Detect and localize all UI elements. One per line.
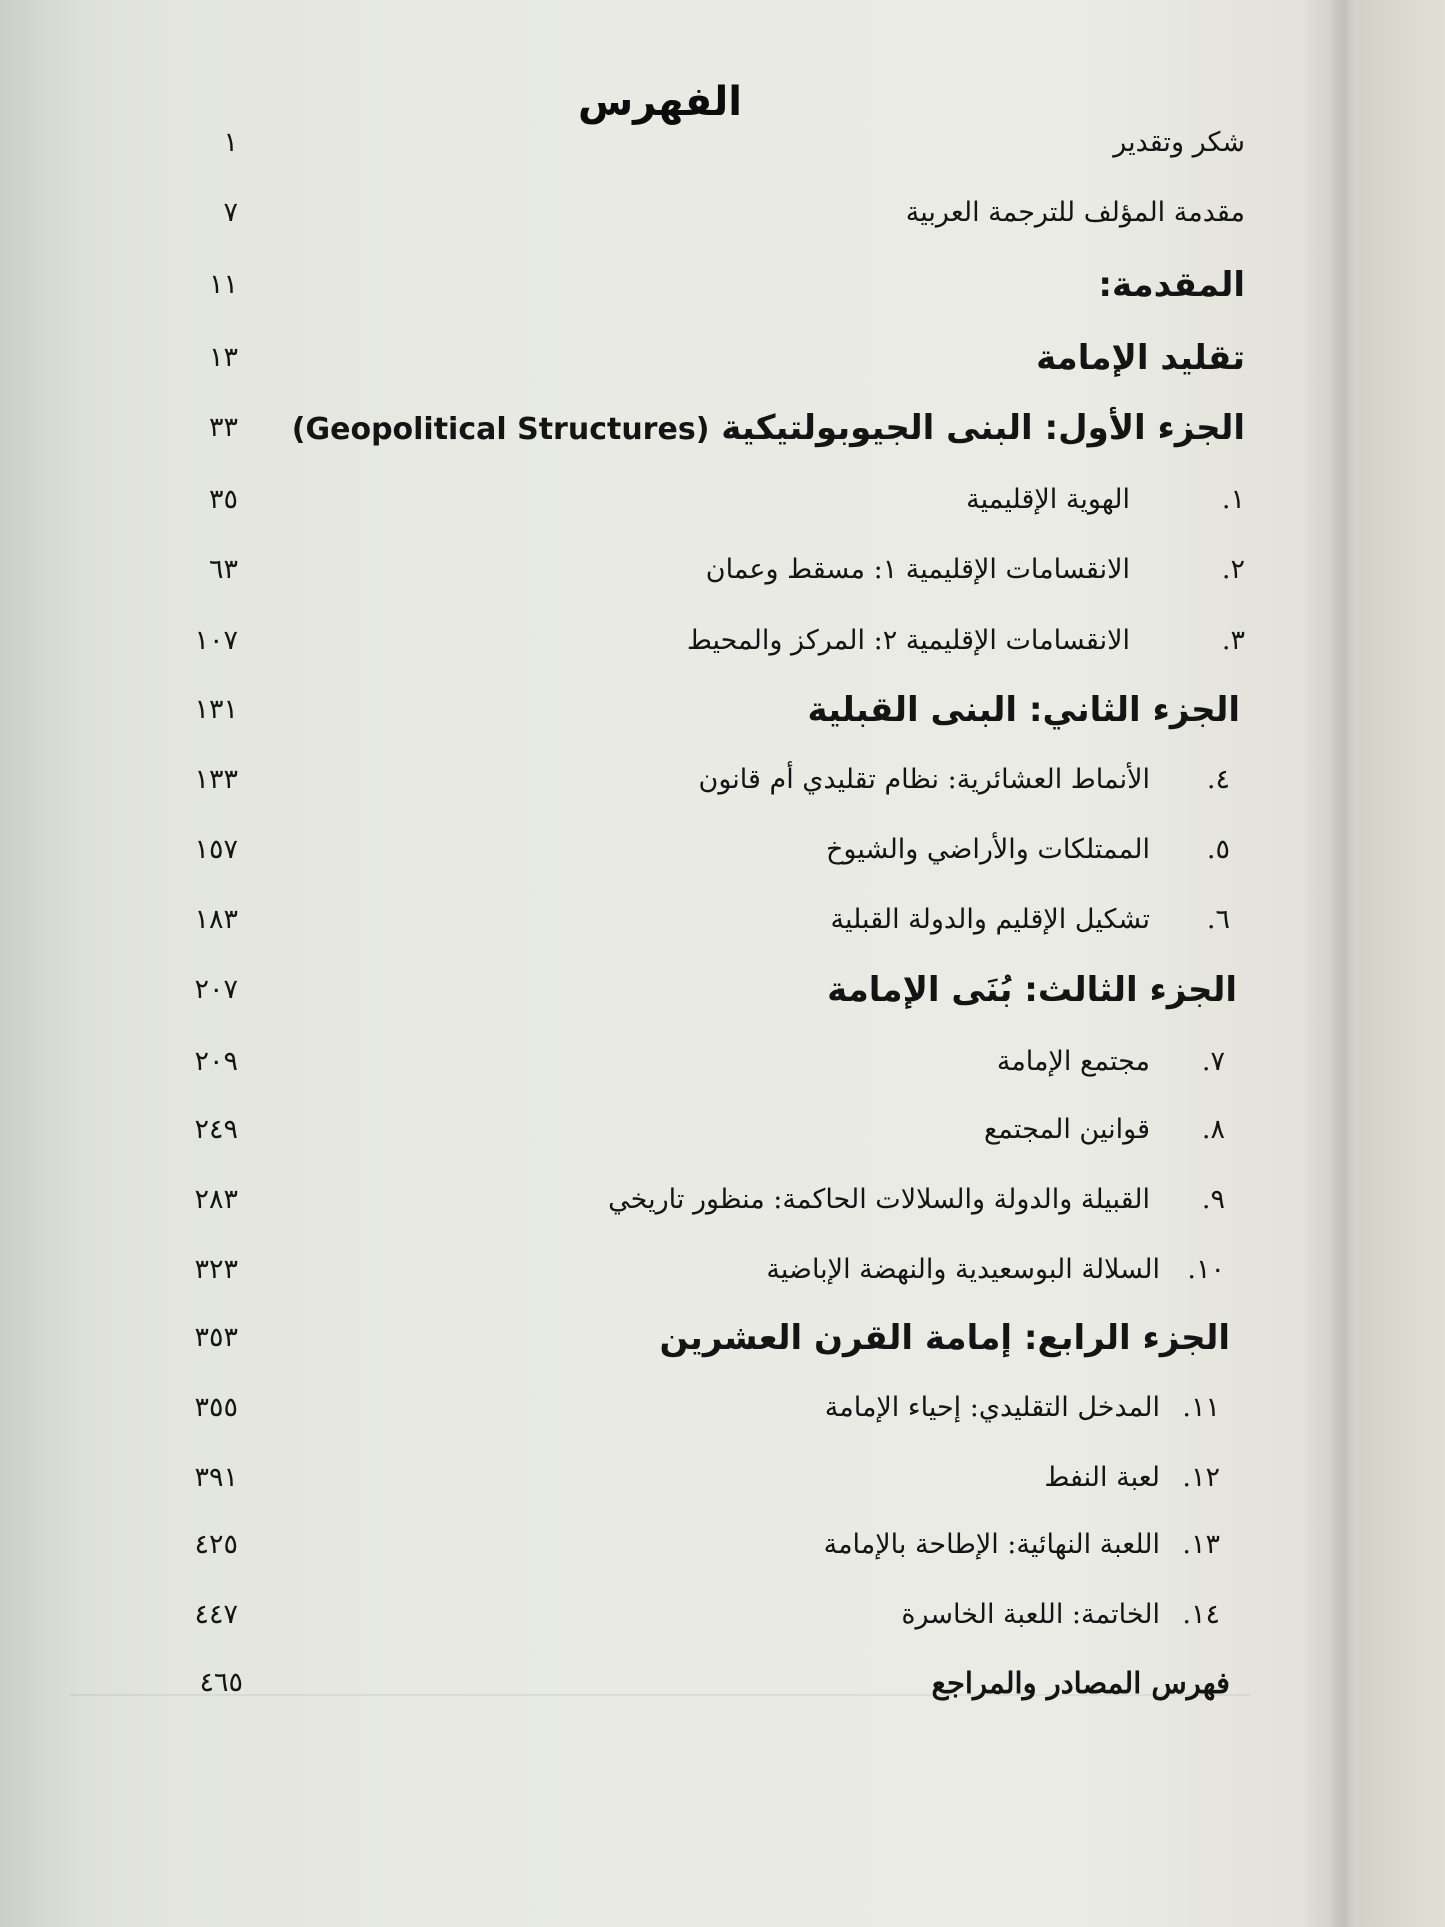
page-number: ١٠٧ [194,625,238,656]
toc-entry-label: الممتلكات والأراضي والشيوخ [825,834,1150,865]
chapter-number: ٢. [1221,554,1245,585]
page-number: ٣٥٣ [194,1322,238,1353]
page-number: ١٣١ [194,694,238,725]
chapter-number: ٨. [1201,1114,1225,1145]
toc-entry-label: المدخل التقليدي: إحياء الإمامة [824,1392,1160,1423]
page-number: ٣٣ [208,412,238,443]
page-number: ٣٩١ [194,1462,238,1493]
part-title-latin: (Geopolitical Structures) [291,412,710,447]
page-number: ١٣ [208,342,238,373]
toc-entry-label: لعبة النفط [1044,1462,1160,1493]
book-gutter [1330,0,1360,1927]
toc-entry-label: قوانين المجتمع [983,1114,1150,1145]
chapter-number: ١٢. [1182,1462,1220,1493]
chapter-number: ٣. [1221,625,1245,656]
toc-entry-introduction[interactable] [150,255,1245,315]
page-number: ١٨٣ [194,904,238,935]
chapter-number: ٧. [1201,1046,1225,1077]
toc-entry-label: اللعبة النهائية: الإطاحة بالإمامة [823,1529,1160,1560]
page-number: ١٥٧ [194,834,238,865]
page-number: ٦٣ [208,554,238,585]
toc-entry-label: الخاتمة: اللعبة الخاسرة [901,1599,1160,1630]
page-number: ١٣٣ [194,764,238,795]
toc-entry-imamate-tradition[interactable] [150,328,1245,388]
toc-chapter-1[interactable] [150,470,1245,530]
chapter-number: ٤. [1206,764,1230,795]
toc-entry-label: مجتمع الإمامة [996,1046,1150,1077]
toc-part-label [292,398,1245,460]
page-number: ٤٦٥ [199,1667,243,1698]
toc-part-3[interactable] [150,960,1245,1020]
toc-part-label: الجزء الثالث: بُنَى الإمامة [827,970,1237,1010]
page-edge-shadow [0,0,80,1927]
toc-chapter-12[interactable] [150,1448,1245,1508]
toc-part-label: الجزء الثاني: البنى القبلية [807,690,1240,730]
chapter-number: ٥. [1206,834,1230,865]
page-title: الفهرس [577,78,742,125]
toc-entry-label: مقدمة المؤلف للترجمة العربية [905,197,1245,228]
page-number: ٧ [223,197,238,228]
chapter-number: ١٤. [1182,1599,1220,1630]
toc-part-4[interactable] [150,1308,1245,1368]
page-number: ٢٠٩ [194,1046,238,1077]
page-number: ٣٢٣ [194,1254,238,1285]
toc-entry-author-preface[interactable] [150,183,1245,243]
chapter-number: ١٣. [1182,1529,1220,1560]
toc-part-1[interactable] [150,398,1245,458]
toc-chapter-8[interactable] [150,1100,1245,1160]
toc-entry-acknowledgements[interactable] [150,113,1245,173]
toc-entry-label: الانقسامات الإقليمية ١: مسقط وعمان [705,554,1130,585]
page-number: ٢٠٧ [194,974,238,1005]
toc-chapter-4[interactable] [150,750,1245,810]
page-number: ٢٤٩ [194,1114,238,1145]
toc-entry-label: فهرس المصادر والمراجع [931,1666,1230,1700]
page-number: ٣٥٥ [194,1392,238,1423]
toc-entry-label: تشكيل الإقليم والدولة القبلية [830,904,1150,935]
toc-part-label: الجزء الرابع: إمامة القرن العشرين [659,1318,1230,1358]
facing-page-edge [1358,0,1445,1927]
chapter-number: ٦. [1206,904,1230,935]
page-number: ٣٥ [208,484,238,515]
toc-chapter-11[interactable] [150,1378,1245,1438]
toc-chapter-13[interactable] [150,1515,1245,1575]
toc-entry-bibliography[interactable] [150,1653,1245,1713]
toc-chapter-10[interactable] [150,1240,1245,1300]
toc-entry-label: المقدمة: [1098,265,1245,305]
toc-chapter-9[interactable] [150,1170,1245,1230]
toc-chapter-7[interactable] [150,1032,1245,1092]
toc-chapter-3[interactable] [150,611,1245,671]
chapter-number: ١. [1221,484,1245,515]
part-title-arabic: الجزء الأول: البنى الجيوبولتيكية [721,408,1245,448]
chapter-number: ٩. [1201,1184,1225,1215]
page-number: ٤٢٥ [194,1529,238,1560]
toc-chapter-14[interactable] [150,1585,1245,1645]
chapter-number: ١١. [1182,1392,1220,1423]
toc-entry-label: الهوية الإقليمية [966,484,1130,515]
toc-entry-label: القبيلة والدولة والسلالات الحاكمة: منظور تاريخي [608,1184,1150,1215]
toc-entry-label: تقليد الإمامة [1036,338,1245,378]
toc-entry-label: الأنماط العشائرية: نظام تقليدي أم قانون [698,764,1150,795]
toc-chapter-2[interactable] [150,540,1245,600]
toc-chapter-6[interactable] [150,890,1245,950]
page-number: ٢٨٣ [194,1184,238,1215]
bleed-through-line [70,1694,1250,1696]
toc-part-2[interactable] [150,680,1245,740]
page-number: ٤٤٧ [194,1599,238,1630]
toc-chapter-5[interactable] [150,820,1245,880]
toc-entry-label: السلالة البوسعيدية والنهضة الإباضية [766,1254,1160,1285]
page-number: ١ [223,127,238,158]
chapter-number: ١٠. [1187,1254,1225,1285]
toc-entry-label: الانقسامات الإقليمية ٢: المركز والمحيط [686,625,1130,656]
toc-entry-label: شكر وتقدير [1113,127,1245,158]
page-number: ١١ [208,269,238,300]
